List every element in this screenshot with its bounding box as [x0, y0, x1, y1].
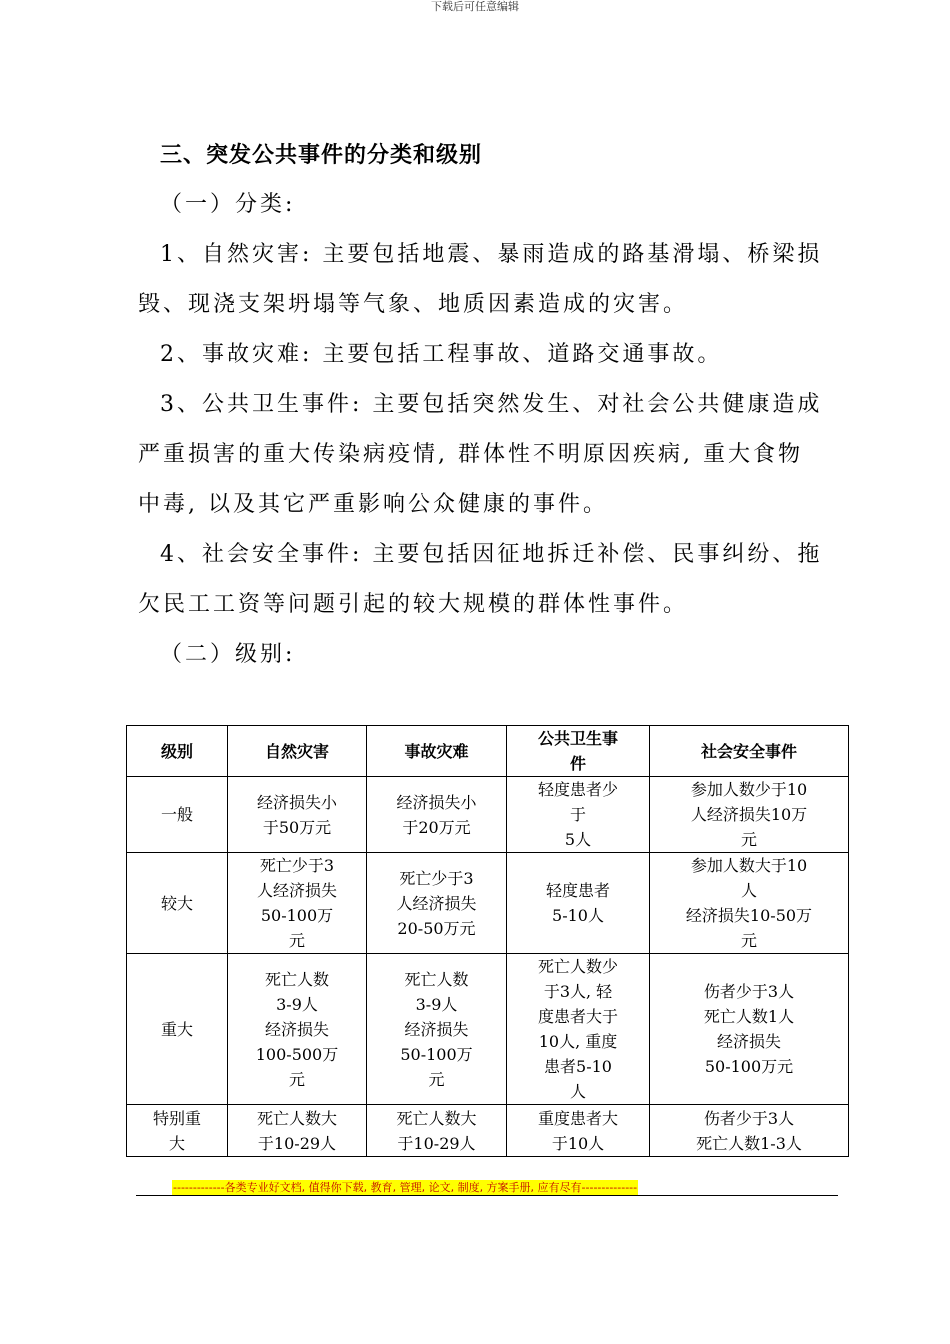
table-cell: 死亡人数大 于10-29人 [228, 1105, 367, 1157]
table-cell: 死亡少于3 人经济损失 50-100万 元 [228, 853, 367, 954]
paragraph-line: 1、自然灾害: 主要包括地震、暴雨造成的路基滑塌、桥梁损 [160, 242, 823, 267]
table-header-row [127, 726, 849, 777]
table-cell: 伤者少于3人 死亡人数1-3人 [650, 1105, 849, 1157]
table-row [127, 853, 849, 954]
footer-ad-banner: -------------各类专业好文档, 值得你下载, 教育, 管理, 论文, 制度, 方案手册, 应有尽有-------------- [173, 1181, 638, 1194]
table-cell: 参加人数少于10 人经济损失10万 元 [650, 777, 849, 853]
paragraph-line: 中毒, 以及其它严重影响公众健康的事件。 [138, 492, 608, 517]
paragraph-line: 2、事故灾难: 主要包括工程事故、道路交通事故。 [160, 342, 723, 367]
table-cell: 重大 [127, 954, 228, 1105]
table-cell: 重度患者大 于10人 [507, 1105, 650, 1157]
subheading-classification: （一）分类: [160, 192, 296, 217]
table-cell: 死亡人数大 于10-29人 [367, 1105, 507, 1157]
table-cell: 轻度患者 5-10人 [507, 853, 650, 954]
table-row [127, 777, 849, 853]
paragraph-line: 欠民工工资等问题引起的较大规模的群体性事件。 [138, 592, 689, 617]
subheading-levels: （二）级别: [160, 642, 296, 667]
event-level-table [126, 725, 849, 1157]
table-cell: 死亡人数 3-9人 经济损失 100-500万 元 [228, 954, 367, 1105]
table-cell: 死亡少于3 人经济损失 20-50万元 [367, 853, 507, 954]
footer-divider [136, 1195, 838, 1196]
table-cell: 伤者少于3人 死亡人数1人 经济损失 50-100万元 [650, 954, 849, 1105]
section-title: 三、突发公共事件的分类和级别 [160, 143, 483, 168]
header-public-health: 公共卫生事 件 [507, 726, 650, 777]
table-cell: 较大 [127, 853, 228, 954]
header-social-security: 社会安全事件 [650, 726, 849, 777]
table-row [127, 1105, 849, 1157]
header-level: 级别 [127, 726, 228, 777]
header-natural-disaster: 自然灾害 [228, 726, 367, 777]
table-cell: 特别重 大 [127, 1105, 228, 1157]
paragraph-line: 3、公共卫生事件: 主要包括突然发生、对社会公共健康造成 [160, 392, 823, 417]
header-note: 下载后可任意编辑 [431, 0, 519, 13]
table-cell: 经济损失小 于50万元 [228, 777, 367, 853]
table-cell: 轻度患者少 于 5人 [507, 777, 650, 853]
table-cell: 死亡人数少 于3人, 轻 度患者大于 10人, 重度 患者5-10 人 [507, 954, 650, 1105]
paragraph-line: 毁、现浇支架坍塌等气象、地质因素造成的灾害。 [138, 292, 689, 317]
table-cell: 死亡人数 3-9人 经济损失 50-100万 元 [367, 954, 507, 1105]
table-cell: 一般 [127, 777, 228, 853]
paragraph-line: 4、社会安全事件: 主要包括因征地拆迁补偿、民事纠纷、拖 [160, 542, 823, 567]
paragraph-line: 严重损害的重大传染病疫情, 群体性不明原因疾病, 重大食物 [138, 442, 803, 467]
table-row [127, 954, 849, 1105]
table-cell: 经济损失小 于20万元 [367, 777, 507, 853]
header-accident-disaster: 事故灾难 [367, 726, 507, 777]
table-cell: 参加人数大于10 人 经济损失10-50万 元 [650, 853, 849, 954]
